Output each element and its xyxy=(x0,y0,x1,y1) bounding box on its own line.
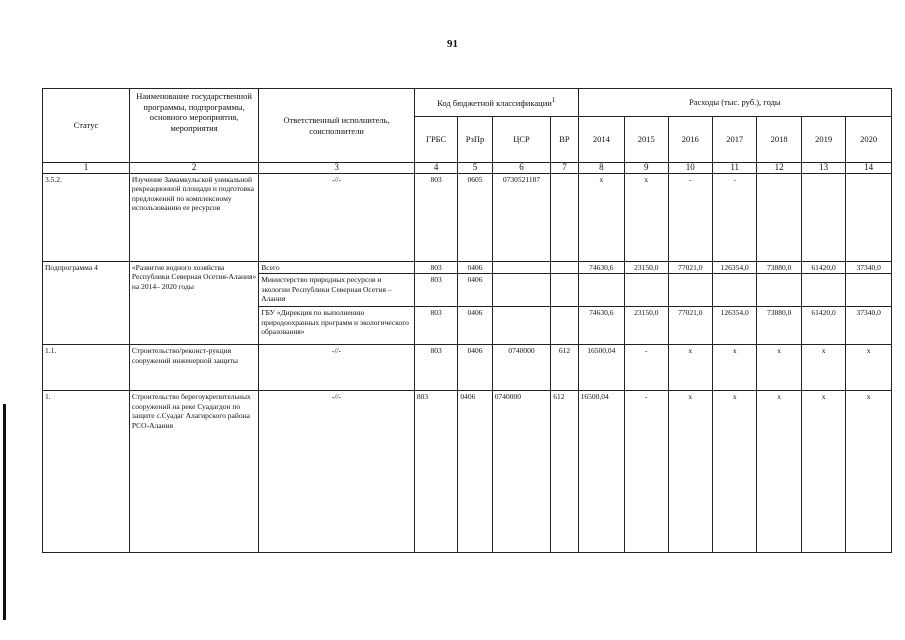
column-number: 3 xyxy=(259,163,415,174)
row-executor: -//- xyxy=(259,345,415,391)
row-value: x xyxy=(625,174,668,262)
row-grbs: 803 xyxy=(414,174,457,262)
row-csr xyxy=(492,274,551,307)
row-value: 16500,04 xyxy=(578,391,624,553)
row-value: 37340,0 xyxy=(846,307,892,345)
row-executor: -//- xyxy=(259,391,415,553)
column-number-row xyxy=(43,163,892,174)
row-vr xyxy=(551,307,578,345)
row-value: x xyxy=(846,391,892,553)
row-csr xyxy=(492,307,551,345)
row-value: 23150,0 xyxy=(625,307,668,345)
table-row xyxy=(43,345,892,391)
row-value: 126354,0 xyxy=(712,307,756,345)
row-grbs: 803 xyxy=(414,274,457,307)
header-executor: Ответственный исполнитель, соисполнители xyxy=(259,89,415,163)
row-csr: 0740000 xyxy=(492,391,551,553)
row-value: 74630,6 xyxy=(578,262,624,274)
header-code-grbs: ГРБС xyxy=(414,117,457,163)
row-name: Изучение Замамкульской уникальной рекреационной площади и подготовка предложений по комплексному использованию ее ресурсов xyxy=(129,174,258,262)
row-value xyxy=(801,274,845,307)
row-vr: 612 xyxy=(551,345,578,391)
column-number: 6 xyxy=(492,163,551,174)
header-code-title-text: Код бюджетной классификации xyxy=(437,98,552,109)
table-row xyxy=(43,391,892,553)
row-value: 74630,6 xyxy=(578,307,624,345)
row-value: x xyxy=(757,391,801,553)
header-year: 2017 xyxy=(712,117,756,163)
page-number: 91 xyxy=(447,38,458,50)
row-value: 77021,0 xyxy=(668,262,712,274)
row-value xyxy=(668,274,712,307)
column-number: 2 xyxy=(129,163,258,174)
row-vr: 612 xyxy=(551,391,578,553)
header-row-1 xyxy=(43,89,892,117)
row-value xyxy=(846,274,892,307)
row-value: x xyxy=(668,391,712,553)
row-value xyxy=(801,174,845,262)
row-value: - xyxy=(625,345,668,391)
row-value: 77021,0 xyxy=(668,307,712,345)
header-code-note: 1 xyxy=(551,96,556,105)
column-number: 7 xyxy=(551,163,578,174)
column-number: 14 xyxy=(846,163,892,174)
row-rzpr: 0406 xyxy=(458,274,492,307)
header-code-rzpr: РзПр xyxy=(458,117,492,163)
header-year: 2020 xyxy=(846,117,892,163)
column-number: 5 xyxy=(458,163,492,174)
table-row xyxy=(43,174,892,262)
subprogram-status: Подпрограмма 4 xyxy=(43,262,130,345)
row-rzpr: 0406 xyxy=(458,262,492,274)
row-name: Строительство берегоукрепительных сооружений на реке Суадагдон по защите с.Суадаг Алагирского района РСО-Алания xyxy=(129,391,258,553)
row-csr: 0740000 xyxy=(492,345,551,391)
column-number: 12 xyxy=(757,163,801,174)
row-status: 1. xyxy=(43,391,130,553)
row-grbs: 803 xyxy=(414,307,457,345)
row-executor: Всего xyxy=(259,262,415,274)
row-executor: -//- xyxy=(259,174,415,262)
row-vr xyxy=(551,274,578,307)
row-csr: 0730521187 xyxy=(492,174,551,262)
row-status: 3.5.2. xyxy=(43,174,130,262)
row-value: 126354,0 xyxy=(712,262,756,274)
row-value: x xyxy=(712,345,756,391)
row-value: 61420,0 xyxy=(801,262,845,274)
header-code-csr: ЦСР xyxy=(492,117,551,163)
column-number: 8 xyxy=(578,163,624,174)
row-grbs: 803 xyxy=(414,345,457,391)
column-number: 11 xyxy=(712,163,756,174)
header-code-title xyxy=(414,89,578,117)
column-number: 9 xyxy=(625,163,668,174)
row-value: x xyxy=(712,391,756,553)
row-value: - xyxy=(625,391,668,553)
row-vr xyxy=(551,174,578,262)
row-value: 16500,04 xyxy=(578,345,624,391)
row-value xyxy=(757,274,801,307)
row-value: x xyxy=(801,345,845,391)
header-year: 2018 xyxy=(757,117,801,163)
row-status: 1.1. xyxy=(43,345,130,391)
row-value xyxy=(712,274,756,307)
row-value: x xyxy=(801,391,845,553)
table-row xyxy=(43,262,892,274)
row-csr xyxy=(492,262,551,274)
header-code-vr: ВР xyxy=(551,117,578,163)
row-vr xyxy=(551,262,578,274)
row-value xyxy=(578,274,624,307)
header-status: Статус xyxy=(43,89,130,163)
header-year: 2016 xyxy=(668,117,712,163)
header-year: 2014 xyxy=(578,117,624,163)
row-value: 23150,0 xyxy=(625,262,668,274)
row-value: - xyxy=(668,174,712,262)
row-value: 73880,0 xyxy=(757,307,801,345)
row-rzpr: 0406 xyxy=(458,345,492,391)
header-spend-title: Расходы (тыс. руб.), годы xyxy=(578,89,891,117)
column-number: 13 xyxy=(801,163,845,174)
row-value: 37340,0 xyxy=(846,262,892,274)
row-value: 73880,0 xyxy=(757,262,801,274)
row-executor: ГБУ «Дирекция по выполнению природоохранных программ и экологического образования» xyxy=(259,307,415,345)
header-year: 2015 xyxy=(625,117,668,163)
row-value xyxy=(625,274,668,307)
scan-edge-bar xyxy=(3,404,6,620)
row-value xyxy=(846,174,892,262)
row-grbs: 803 xyxy=(414,262,457,274)
column-number: 10 xyxy=(668,163,712,174)
row-value: x xyxy=(578,174,624,262)
row-executor: Министерство природных ресурсов и экологии Республики Северная Осетия – Алания xyxy=(259,274,415,307)
row-value: x xyxy=(846,345,892,391)
row-name: Строительство/реконст-рукция сооружений инженерной защиты xyxy=(129,345,258,391)
row-grbs: 803 xyxy=(414,391,457,553)
row-value xyxy=(757,174,801,262)
subprogram-name: «Развитие водного хозяйства Республики Северная Осетия-Алания» на 2014– 2020 годы xyxy=(129,262,258,345)
row-value: - xyxy=(712,174,756,262)
header-name: Наименование государственной программы, подпрограммы, основного мероприятия, мероприятия xyxy=(129,89,258,163)
column-number: 4 xyxy=(414,163,457,174)
row-rzpr: 0406 xyxy=(458,307,492,345)
row-value: x xyxy=(668,345,712,391)
row-rzpr: 0406 xyxy=(458,391,492,553)
column-number: 1 xyxy=(43,163,130,174)
row-rzpr: 0605 xyxy=(458,174,492,262)
row-value: x xyxy=(757,345,801,391)
row-value: 61420,0 xyxy=(801,307,845,345)
budget-table xyxy=(42,88,892,553)
header-year: 2019 xyxy=(801,117,845,163)
